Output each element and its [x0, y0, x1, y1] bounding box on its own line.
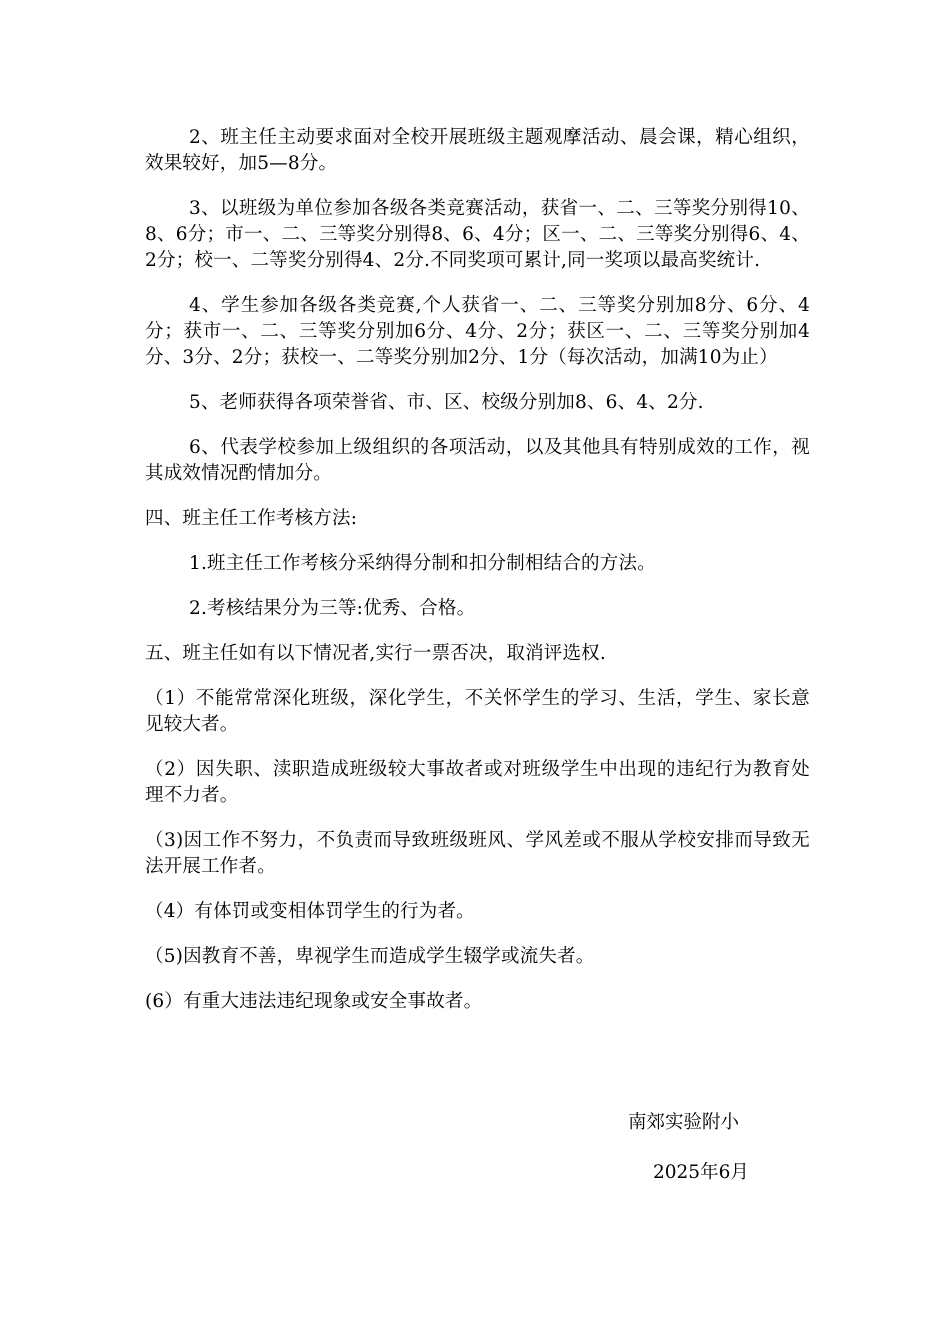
- section-5-item-5: （5)因教育不善，卑视学生而造成学生辍学或流失者。: [145, 946, 595, 967]
- paragraph-item-3: 3、以班级为单位参加各级各类竞赛活动，获省一、二、三等奖分别得10、8、6分；市一、二、三等奖分别得8、6、4分；区一、二、三等奖分别得6、4、2分；校一、二等奖分别得4、2分.不同奖项可累计,同一奖项以最高奖统计.: [145, 198, 810, 271]
- section-5-item-1: （1）不能常常深化班级，深化学生，不关怀学生的学习、生活，学生、家长意见较大者。: [145, 688, 810, 735]
- section-5-item-4: （4）有体罚或变相体罚学生的行为者。: [145, 901, 475, 922]
- document-body: [145, 125, 810, 1034]
- paragraph-item-2: 2、班主任主动要求面对全校开展班级主题观摩活动、晨会课，精心组织，效果较好，加5—8分。: [145, 127, 810, 174]
- section-5-heading: 五、班主任如有以下情况者,实行一票否决，取消评选权.: [145, 643, 606, 664]
- paragraph-item-5: 5、老师获得各项荣誉省、市、区、校级分别加8、6、4、2分.: [189, 392, 704, 413]
- section-5-item-3: （3)因工作不努力，不负责而导致班级班风、学风差或不服从学校安排而导致无法开展工作者。: [145, 830, 810, 877]
- section-5-item-6: (6）有重大违法违纪现象或安全事故者。: [145, 991, 483, 1012]
- paragraph-item-6: 6、代表学校参加上级组织的各项活动，以及其他具有特别成效的工作，视其成效情况酌情加分。: [145, 437, 810, 484]
- section-4-heading: 四、班主任工作考核方法:: [145, 508, 358, 529]
- section-4-item-2: 2.考核结果分为三等:优秀、合格。: [189, 598, 476, 619]
- signature-date: 2025年6月: [653, 1162, 749, 1183]
- paragraph-item-4: 4、学生参加各级各类竞赛,个人获省一、二、三等奖分别加8分、6分、4分；获市一、二、三等奖分别加6分、4分、2分；获区一、二、三等奖分别加4分、3分、2分；获校一、二等奖分别加2分、1分（每次活动，加满10为止）: [145, 295, 810, 368]
- signature-organization: 南郊实验附小: [628, 1112, 740, 1133]
- section-4-item-1: 1.班主任工作考核分采纳得分制和扣分制相结合的方法。: [189, 553, 656, 574]
- section-5-item-2: （2）因失职、渎职造成班级较大事故者或对班级学生中出现的违纪行为教育处理不力者。: [145, 759, 810, 806]
